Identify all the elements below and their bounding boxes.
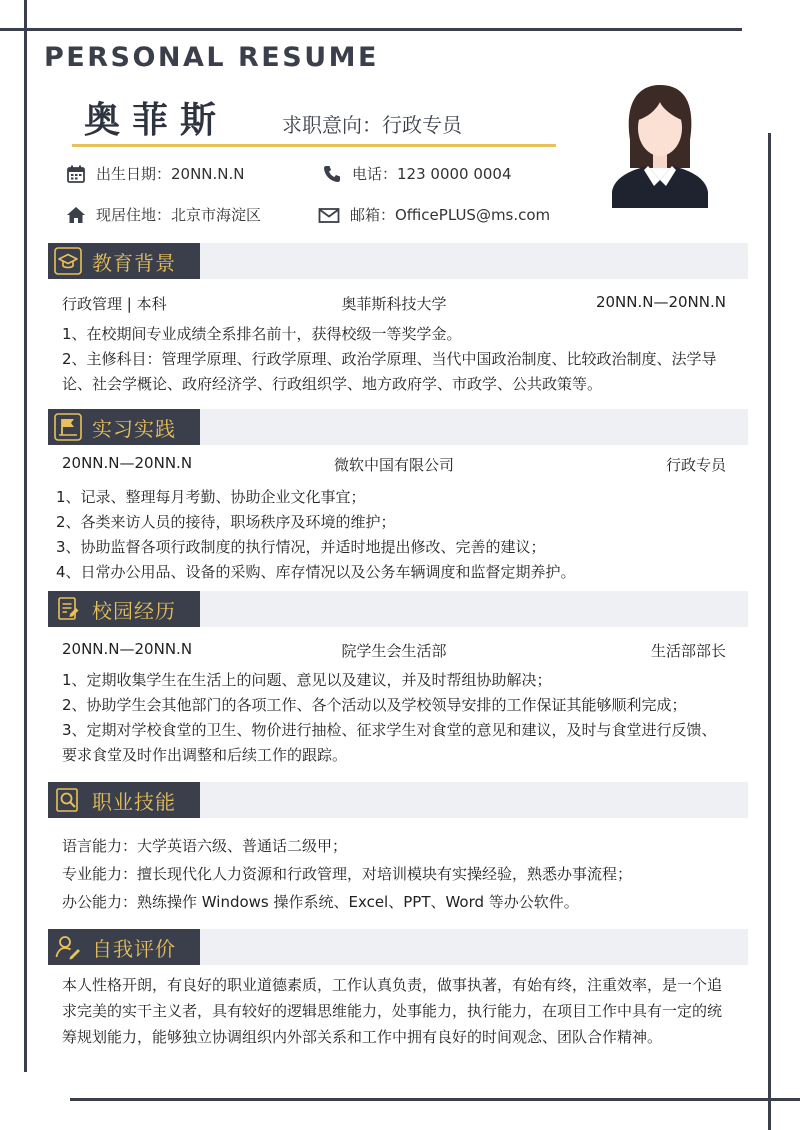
education-major: 行政管理 | 本科 <box>62 295 167 313</box>
candidate-name: 奥菲斯 <box>84 100 229 141</box>
education-details <box>62 322 728 397</box>
phone-info <box>322 163 512 184</box>
campus-period: 20NN.N—20NN.N <box>62 640 193 658</box>
birth-info <box>66 163 245 184</box>
person-edit-icon <box>54 933 82 961</box>
list-item: 1、定期收集学生在生活上的问题、意见以及建议，并及时帮组协助解决； <box>62 671 552 689</box>
section-title-self: 自我评价 <box>92 936 176 961</box>
frame-line-left <box>24 0 27 1072</box>
education-period: 20NN.N—20NN.N <box>595 293 726 311</box>
section-label-campus <box>48 591 200 627</box>
section-title-internship: 实习实践 <box>92 416 176 441</box>
section-title-education: 教育背景 <box>92 250 176 275</box>
section-header-self <box>48 929 748 965</box>
flag-icon <box>54 413 82 441</box>
section-label-internship <box>48 409 200 445</box>
profile-photo <box>610 80 710 208</box>
frame-line-right <box>768 133 771 1130</box>
section-title-skills: 职业技能 <box>92 789 176 814</box>
calendar-icon <box>66 164 86 184</box>
section-header-campus <box>48 591 748 627</box>
list-item: 办公能力：熟练操作 Windows 操作系统、Excel、PPT、Word 等办公软件。 <box>62 893 579 911</box>
internship-period: 20NN.N—20NN.N <box>62 454 193 472</box>
list-item: 专业能力：擅长现代化人力资源和行政管理，对培训模块有实操经验，熟悉办事流程； <box>62 865 633 883</box>
list-item: 2、协助学生会其他部门的各项工作、各个活动以及学校领导安排的工作保证其能够顺利完成； <box>62 696 687 714</box>
email-info <box>318 204 550 225</box>
birth-text: 出生日期：20NN.N.N <box>96 165 245 183</box>
section-label-education <box>48 243 200 279</box>
home-icon <box>66 205 86 225</box>
graduation-cap-icon <box>54 247 82 275</box>
list-item: 2、主修科目：管理学原理、行政学原理、政治学原理、当代中国政治制度、比较政治制度、法学导论、社会学概论、政府经济学、行政组织学、地方政府学、市政学、公共政策等。 <box>62 350 717 393</box>
list-item: 3、协助监督各项行政制度的执行情况，并适时地提出修改、完善的建议； <box>56 538 546 556</box>
list-item: 2、各类来访人员的接待，职场秩序及环境的维护； <box>56 513 396 531</box>
self-evaluation-text: 本人性格开朗，有良好的职业道德素质，工作认真负责，做事执著，有始有终，注重效率，是一个追求完美的实干主义者，具有较好的逻辑思维能力，处事能力，执行能力，在项目工作中具有一定的统筹规划能力，能够独立协调组织内外部关系和工作中拥有良好的时间观念、团队合作精神。 <box>62 976 723 1046</box>
document-icon <box>54 595 82 623</box>
internship-details <box>56 485 728 585</box>
campus-org: 院学生会生活部 <box>341 642 447 660</box>
section-header-skills <box>48 782 748 818</box>
list-item: 3、定期对学校食堂的卫生、物价进行抽检、征求学生对食堂的意见和建议，及时与食堂进行反馈、要求食堂及时作出调整和后续工作的跟踪。 <box>62 721 717 764</box>
skill-search-icon <box>54 786 82 814</box>
section-label-self <box>48 929 200 965</box>
job-intent: 求职意向：行政专员 <box>282 113 462 137</box>
mail-icon <box>318 205 340 225</box>
phone-icon <box>322 164 342 184</box>
internship-company: 微软中国有限公司 <box>333 456 454 474</box>
campus-position: 生活部部长 <box>650 642 726 660</box>
campus-details <box>62 668 728 768</box>
skills-details <box>62 832 728 916</box>
section-header-internship <box>48 409 748 445</box>
list-item: 语言能力：大学英语六级、普通话二级甲； <box>62 837 348 855</box>
resume-title: PERSONAL RESUME <box>44 42 379 73</box>
list-item: 1、在校期间专业成绩全系排名前十，获得校级一等奖学金。 <box>62 325 462 343</box>
frame-line-top <box>0 28 742 31</box>
phone-text: 电话：123 0000 0004 <box>352 165 512 183</box>
section-header-education <box>48 243 748 279</box>
name-underline <box>72 144 556 147</box>
email-text: 邮箱：OfficePLUS@ms.com <box>350 206 551 224</box>
list-item: 4、日常办公用品、设备的采购、库存情况以及公务车辆调度和监督定期养护。 <box>56 563 576 581</box>
section-title-campus: 校园经历 <box>92 598 176 623</box>
section-label-skills <box>48 782 200 818</box>
list-item: 1、记录、整理每月考勤、协助企业文化事宜； <box>56 488 366 506</box>
address-info <box>66 204 261 225</box>
frame-line-bottom <box>70 1098 800 1101</box>
avatar-illustration <box>610 80 710 208</box>
education-school: 奥菲斯科技大学 <box>341 295 447 313</box>
address-text: 现居住地：北京市海淀区 <box>96 206 262 224</box>
internship-position: 行政专员 <box>665 456 726 474</box>
